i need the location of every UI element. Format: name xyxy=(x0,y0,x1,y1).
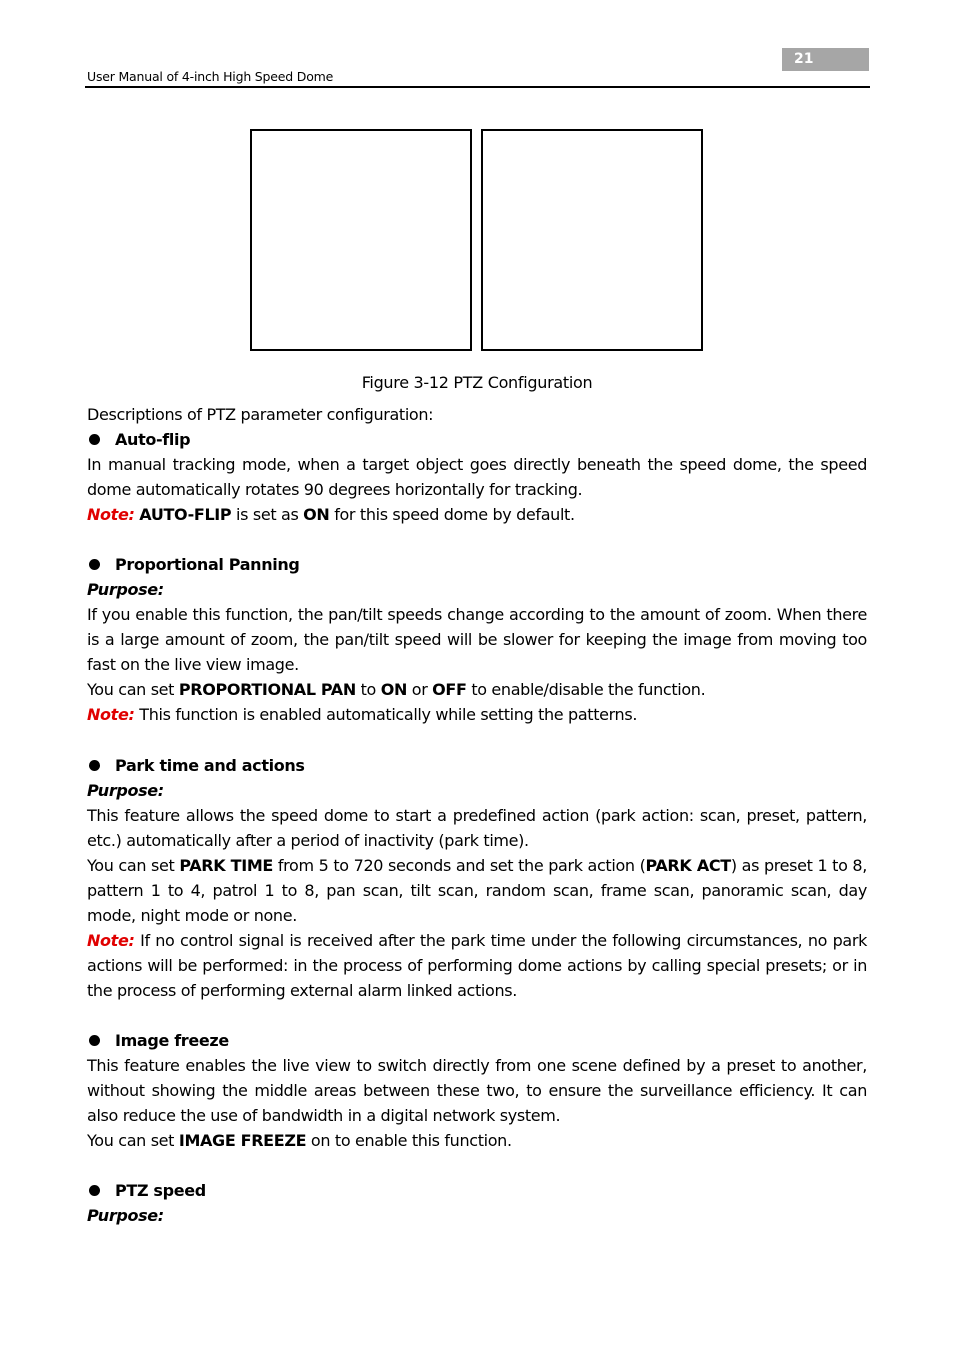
figure-caption: Figure 3-12 PTZ Configuration xyxy=(361,373,593,392)
bullet-icon xyxy=(89,760,100,771)
setting-text: You can set xyxy=(87,680,179,699)
heading-text: Image freeze xyxy=(115,1031,229,1050)
keyword: ON xyxy=(380,680,408,699)
intro-paragraph: Descriptions of PTZ parameter configuration: xyxy=(87,405,434,424)
setting-text: on to enable this function. xyxy=(306,1131,512,1150)
keyword: ON xyxy=(303,505,330,524)
note-text: for this speed dome by default. xyxy=(329,505,575,524)
keyword: IMAGE FREEZE xyxy=(178,1131,307,1150)
keyword: AUTO-FLIP xyxy=(139,505,232,524)
section-heading-ptz-speed xyxy=(87,1178,867,1203)
image-freeze-setting xyxy=(87,1128,867,1153)
setting-text: or xyxy=(407,680,433,699)
note-text: If no control signal is received after the park time under the following circumstances, no park actions will be performed: in the process of performing dome actions by calling special presets; or in the process of performing external alarm linked actions. xyxy=(87,931,867,1000)
autoflip-body: In manual tracking mode, when a target object goes directly beneath the speed dome, the speed dome automatically rotates 90 degrees horizontally for tracking. xyxy=(87,455,867,499)
park-body: This feature allows the speed dome to start a predefined action (park action: scan, preset, pattern, etc.) automatically after a period of inactivity (park time). xyxy=(87,806,867,850)
section-heading-proportional-panning xyxy=(87,552,867,577)
keyword: PARK ACT xyxy=(645,856,731,875)
setting-text: from 5 to 720 seconds and set the park action ( xyxy=(273,856,646,875)
document-body xyxy=(87,402,867,1228)
image-freeze-body: This feature enables the live view to switch directly from one scene defined by a preset to another, without showing the middle areas between these two, to ensure the surveillance efficiency. It can also reduce the use of bandwidth in a digital network system. xyxy=(87,1056,867,1125)
keyword: PROPORTIONAL PAN xyxy=(178,680,356,699)
autoflip-note xyxy=(87,502,867,527)
heading-text: PTZ speed xyxy=(115,1181,206,1200)
heading-text: Proportional Panning xyxy=(115,555,300,574)
purpose-label: Purpose: xyxy=(87,1206,164,1225)
section-heading-park-time xyxy=(87,753,867,778)
note-text: is set as xyxy=(231,505,304,524)
setting-text: You can set xyxy=(87,1131,179,1150)
section-heading-image-freeze xyxy=(87,1028,867,1053)
park-note xyxy=(87,928,867,1003)
note-label: Note: xyxy=(87,705,135,724)
keyword: PARK TIME xyxy=(179,856,273,875)
setting-text: ) as preset 1 to 8, pattern 1 to 4, patrol 1 to 8, pan scan, tilt scan, random scan, frame scan, panoramic scan, day mode, night mode or none. xyxy=(87,856,868,925)
setting-text: to xyxy=(355,680,381,699)
proportional-panning-note xyxy=(87,702,867,727)
purpose-label: Purpose: xyxy=(87,781,164,800)
keyword: OFF xyxy=(432,680,467,699)
bullet-icon xyxy=(89,559,100,570)
section-heading-autoflip xyxy=(87,427,867,452)
page-number: 21 xyxy=(782,48,869,71)
setting-text: You can set xyxy=(87,856,180,875)
purpose-label: Purpose: xyxy=(87,580,164,599)
running-header: User Manual of 4-inch High Speed Dome xyxy=(87,69,334,84)
note-label: Note: xyxy=(87,931,135,950)
figure-image-right xyxy=(481,129,703,351)
header-divider xyxy=(85,86,870,88)
proportional-panning-setting xyxy=(87,677,867,702)
note-text: This function is enabled automatically while setting the patterns. xyxy=(134,705,638,724)
bullet-icon xyxy=(89,1185,100,1196)
park-setting xyxy=(87,853,867,928)
heading-text: Auto-flip xyxy=(115,430,191,449)
figure-image-left xyxy=(250,129,472,351)
heading-text: Park time and actions xyxy=(115,756,305,775)
bullet-icon xyxy=(89,1035,100,1046)
note-label: Note: xyxy=(87,505,135,524)
setting-text: to enable/disable the function. xyxy=(466,680,706,699)
bullet-icon xyxy=(89,434,100,445)
proportional-panning-body: If you enable this function, the pan/tilt speeds change according to the amount of zoom. When there is a large amount of zoom, the pan/tilt speed will be slower for keeping the image from moving too fast on the live view image. xyxy=(87,605,867,674)
